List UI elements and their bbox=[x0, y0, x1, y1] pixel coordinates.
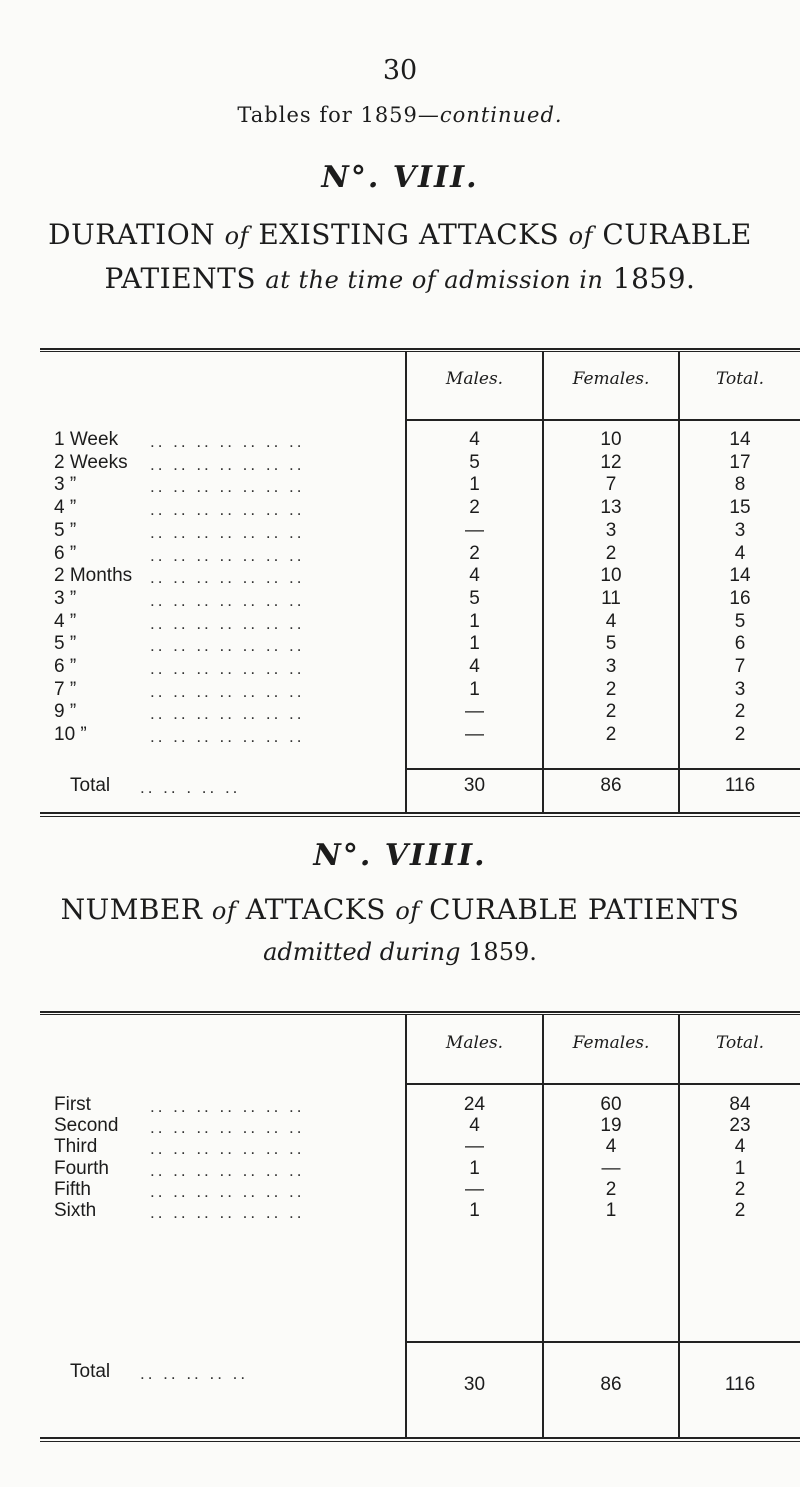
row-leader: .. .. .. .. .. .. .. bbox=[150, 590, 305, 610]
row-females: 7 bbox=[605, 474, 617, 496]
table9-col-total: Total. bbox=[715, 1033, 765, 1053]
row-leader: .. .. .. .. .. .. .. bbox=[150, 704, 305, 724]
row-females: 2 bbox=[605, 678, 617, 700]
row-males: — bbox=[465, 701, 484, 723]
row-leader: .. .. .. .. .. .. .. bbox=[150, 1160, 305, 1180]
row-males: — bbox=[465, 1178, 484, 1200]
row-leader: .. .. .. .. .. .. .. bbox=[150, 454, 305, 474]
row-label: 3 ” bbox=[54, 474, 77, 496]
row-females: 19 bbox=[600, 1115, 622, 1137]
row-leader: .. .. .. .. .. .. .. bbox=[150, 1139, 305, 1159]
row-males: 4 bbox=[469, 429, 480, 450]
row-males: — bbox=[465, 519, 484, 541]
row-total: 15 bbox=[729, 497, 751, 519]
table8-col-females: Females. bbox=[572, 369, 650, 389]
row-total: 2 bbox=[734, 724, 746, 746]
row-females: 4 bbox=[605, 610, 617, 632]
table9-number-label: N°. VIIII. bbox=[313, 838, 487, 873]
row-total: 2 bbox=[734, 701, 746, 723]
table9-total-total: 116 bbox=[724, 1374, 756, 1395]
row-females: 2 bbox=[605, 724, 617, 746]
row-label: 10 ” bbox=[54, 724, 87, 746]
row-males: 2 bbox=[469, 497, 480, 519]
row-males: 5 bbox=[469, 587, 480, 609]
row-label: Third bbox=[54, 1136, 98, 1158]
row-total: 2 bbox=[734, 1178, 746, 1200]
row-leader: .. .. .. .. .. .. .. bbox=[150, 1097, 305, 1116]
table8-bottom-rule bbox=[40, 812, 800, 814]
row-females: 2 bbox=[605, 542, 617, 564]
row-total: 8 bbox=[734, 474, 746, 496]
row-leader: .. .. .. .. .. .. .. bbox=[150, 1181, 305, 1201]
row-males: 5 bbox=[469, 451, 480, 473]
row-label: 3 ” bbox=[54, 587, 77, 609]
table9-bottom-rule bbox=[40, 1437, 800, 1439]
row-total: 7 bbox=[734, 656, 746, 677]
row-females: 11 bbox=[601, 587, 621, 609]
row-label: 1 Week bbox=[54, 429, 119, 450]
row-leader: .. .. .. .. .. .. .. bbox=[150, 727, 305, 747]
row-males: 1 bbox=[469, 633, 480, 655]
row-males: — bbox=[465, 724, 484, 746]
table8-total-males: 30 bbox=[463, 775, 486, 796]
row-total: 84 bbox=[729, 1094, 751, 1115]
table9-total-females: 86 bbox=[600, 1374, 622, 1395]
row-males: 2 bbox=[469, 542, 480, 564]
row-leader: .. .. .. .. .. .. .. bbox=[150, 568, 305, 588]
table8-number-label: N°. VIII. bbox=[321, 160, 479, 195]
row-total: 1 bbox=[734, 1157, 746, 1179]
table9-col-males: Males. bbox=[445, 1033, 504, 1053]
row-females: 1 bbox=[605, 1200, 617, 1221]
row-total: 3 bbox=[734, 519, 746, 541]
table8-top-rule bbox=[40, 348, 800, 350]
row-total: 14 bbox=[729, 429, 751, 450]
table8-total-label: Total bbox=[70, 775, 111, 796]
row-males: 1 bbox=[469, 1200, 480, 1221]
row-total: 2 bbox=[734, 1200, 746, 1221]
row-leader: .. .. .. .. .. .. .. bbox=[150, 545, 305, 565]
row-label: 2 Months bbox=[54, 565, 133, 587]
row-leader: .. .. .. .. .. .. .. bbox=[150, 1203, 305, 1222]
table8-title-line2: PATIENTS at the time of admission in 1859. bbox=[104, 262, 696, 295]
running-head bbox=[0, 103, 800, 127]
row-label: 5 ” bbox=[54, 519, 77, 541]
row-females: 12 bbox=[600, 451, 622, 473]
row-label: 7 ” bbox=[54, 678, 77, 700]
row-males: 4 bbox=[469, 656, 480, 677]
row-total: 3 bbox=[734, 678, 746, 700]
row-leader: .. .. .. .. .. .. .. bbox=[150, 432, 305, 451]
row-males: 1 bbox=[469, 678, 480, 700]
row-leader: .. .. .. .. .. .. .. bbox=[150, 681, 305, 701]
row-label: Fifth bbox=[54, 1178, 91, 1200]
running-head-main: Tables for 1859 bbox=[237, 103, 418, 127]
row-males: 1 bbox=[469, 474, 480, 496]
row-males: 24 bbox=[463, 1094, 486, 1115]
row-females: 5 bbox=[605, 633, 617, 655]
table8-col-males: Males. bbox=[445, 369, 504, 389]
row-label: Fourth bbox=[54, 1157, 109, 1179]
row-label: 4 ” bbox=[54, 610, 77, 632]
table9-title-line1: NUMBER of ATTACKS of CURABLE PATIENTS bbox=[60, 893, 740, 926]
row-leader: .. .. .. .. .. .. .. bbox=[150, 477, 305, 497]
row-total: 16 bbox=[729, 587, 751, 609]
row-females: 10 bbox=[600, 429, 622, 450]
row-females: 10 bbox=[600, 565, 622, 587]
row-females: 60 bbox=[600, 1094, 622, 1115]
row-leader: .. .. .. .. .. .. .. bbox=[150, 613, 305, 633]
page-number: 30 bbox=[382, 55, 418, 86]
row-females: 2 bbox=[605, 701, 617, 723]
row-females: 13 bbox=[600, 497, 622, 519]
row-leader: .. .. .. .. .. .. .. bbox=[150, 1118, 305, 1138]
table9-total-rule bbox=[407, 1341, 800, 1343]
row-females: 2 bbox=[605, 1178, 617, 1200]
table9-total-leader: .. .. .. .. .. bbox=[140, 1364, 249, 1383]
row-males: 1 bbox=[469, 1157, 480, 1179]
row-label: First bbox=[54, 1094, 91, 1115]
row-label: Sixth bbox=[54, 1200, 97, 1221]
table9-top-rule bbox=[40, 1011, 800, 1013]
row-females: 3 bbox=[605, 519, 617, 541]
row-females: 4 bbox=[605, 1136, 617, 1158]
row-total: 5 bbox=[734, 610, 746, 632]
table9-total-label: Total bbox=[70, 1361, 111, 1382]
row-females: — bbox=[601, 1157, 621, 1179]
row-label: 6 ” bbox=[54, 542, 77, 564]
row-leader: .. .. .. .. .. .. .. bbox=[150, 522, 305, 542]
row-label: 6 ” bbox=[54, 656, 77, 677]
row-leader: .. .. .. .. .. .. .. bbox=[150, 659, 305, 678]
table8-total-total: 116 bbox=[724, 775, 756, 796]
row-total: 4 bbox=[734, 542, 746, 564]
table8-header-rule bbox=[407, 419, 800, 421]
row-leader: .. .. .. .. .. .. .. bbox=[150, 500, 305, 520]
row-total: 14 bbox=[729, 565, 751, 587]
row-label: 9 ” bbox=[54, 701, 77, 723]
row-males: 4 bbox=[469, 1115, 480, 1137]
row-label: 2 Weeks bbox=[54, 451, 128, 473]
row-label: 4 ” bbox=[54, 497, 77, 519]
table9-total-males: 30 bbox=[463, 1374, 486, 1395]
running-head-suffix: —continued. bbox=[417, 103, 563, 127]
table8-title-line1: DURATION of EXISTING ATTACKS of CURABLE bbox=[48, 218, 752, 251]
row-total: 4 bbox=[734, 1136, 746, 1158]
table9-col-females: Females. bbox=[572, 1033, 650, 1053]
row-total: 23 bbox=[729, 1115, 751, 1137]
table8-total-rule bbox=[407, 768, 800, 770]
row-males: 4 bbox=[469, 565, 480, 587]
row-label: 5 ” bbox=[54, 633, 77, 655]
table8-total-leader: .. .. . .. .. bbox=[140, 778, 241, 797]
row-label: Second bbox=[54, 1115, 119, 1137]
table9-title-line2: admitted during 1859. bbox=[263, 938, 537, 966]
table9-header-rule bbox=[407, 1083, 800, 1085]
table8-total-females: 86 bbox=[600, 775, 622, 796]
row-females: 3 bbox=[605, 656, 617, 677]
table8-col-total: Total. bbox=[715, 369, 765, 389]
row-males: 1 bbox=[469, 610, 480, 632]
row-total: 6 bbox=[734, 633, 746, 655]
row-total: 17 bbox=[729, 451, 751, 473]
row-males: — bbox=[465, 1136, 484, 1158]
row-leader: .. .. .. .. .. .. .. bbox=[150, 636, 305, 656]
